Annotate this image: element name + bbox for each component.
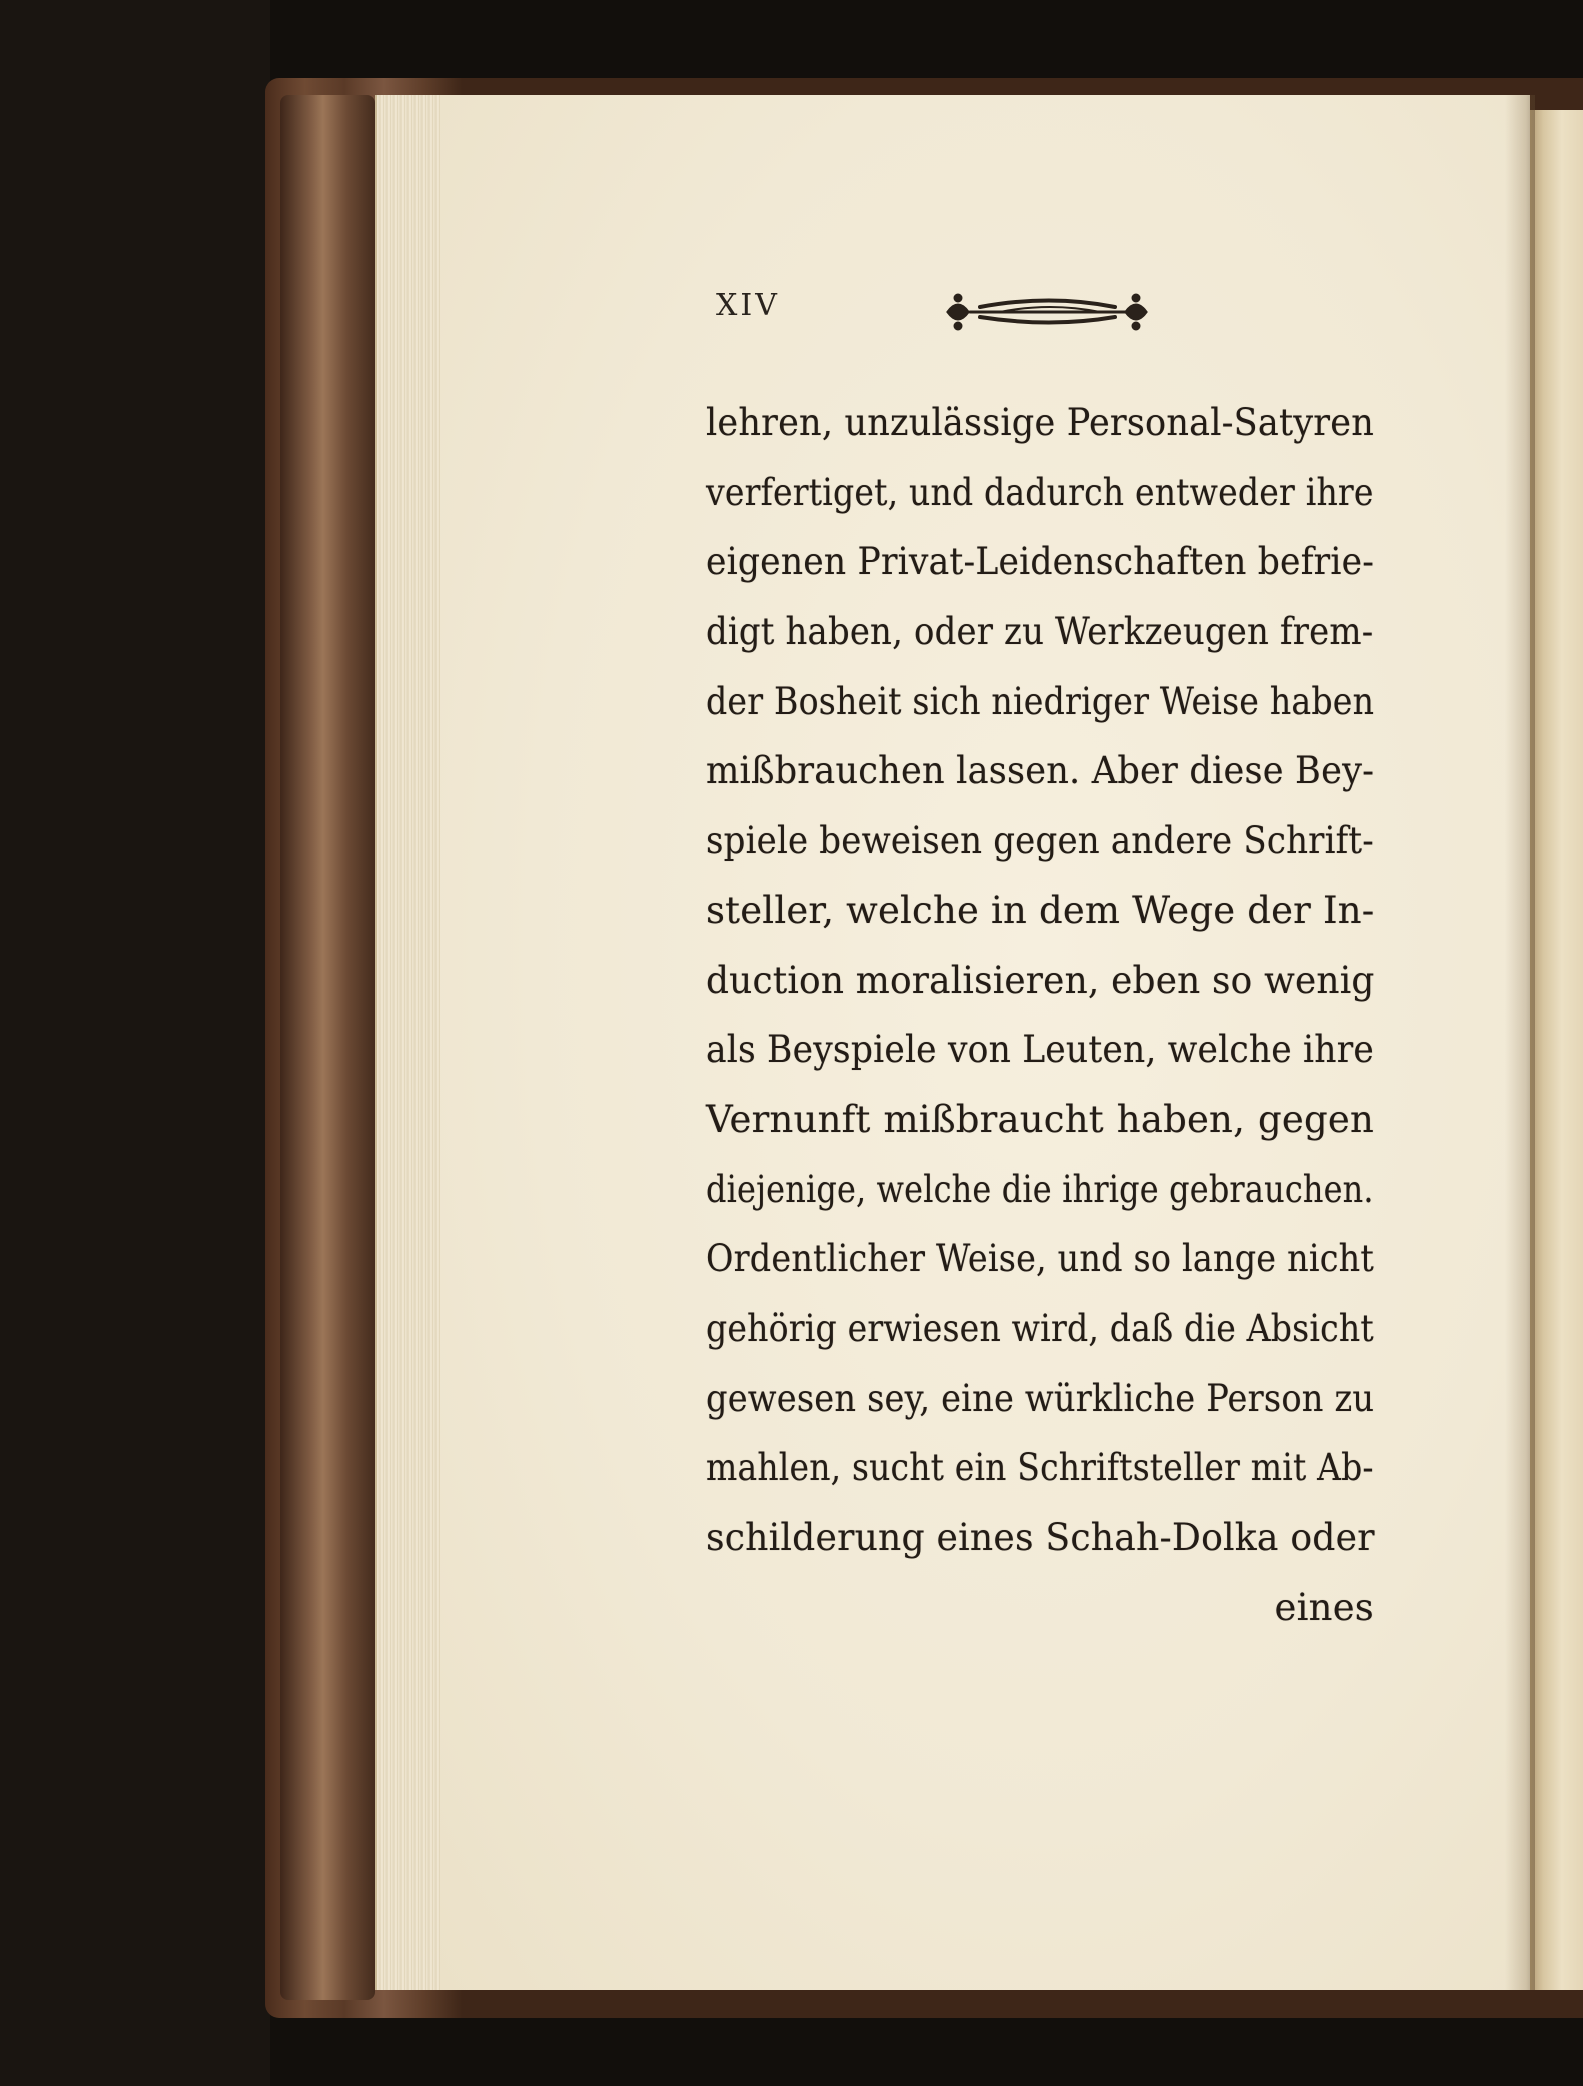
facing-page-edge: [1530, 110, 1583, 1990]
text-line: als Beyspiele von Leuten, welche ihre: [706, 1028, 1374, 1072]
page-number: XIV: [716, 288, 780, 323]
text-line: gehörig erwiesen wird, daß die Absicht: [706, 1306, 1374, 1350]
text-line: lehren, unzulässige Personal-Satyren: [706, 401, 1374, 444]
text-line: der Bosheit sich niedriger Weise haben: [706, 679, 1375, 723]
decorative-ornament-icon: [940, 288, 1155, 334]
catchword: eines: [1274, 1585, 1374, 1629]
book-spine: [280, 95, 375, 2000]
text-line: steller, welche in dem Wege der In-: [706, 888, 1375, 932]
text-line: digt haben, oder zu Werkzeugen frem-: [706, 610, 1374, 654]
text-line: duction moralisieren, eben so wenig: [706, 958, 1375, 1002]
page-gutter-shadow: [1505, 95, 1535, 1990]
text-line: mahlen, sucht ein Schriftsteller mit Ab-: [706, 1446, 1374, 1490]
text-line: Vernunft mißbraucht haben, gegen: [706, 1097, 1374, 1141]
text-line: schilderung eines Schah-Dolka oder: [706, 1516, 1375, 1559]
text-line: spiele beweisen gegen andere Schrift-: [706, 819, 1374, 863]
text-line: gewesen sey, eine würkliche Person zu: [706, 1376, 1375, 1420]
main-text-block: [706, 388, 1374, 1642]
text-line: verfertiget, und dadurch entweder ihre: [706, 470, 1374, 514]
text-line: mißbrauchen lassen. Aber diese Bey-: [706, 749, 1375, 793]
text-line: Ordentlicher Weise, und so lange nicht: [706, 1237, 1374, 1281]
text-line: eigenen Privat-Leidenschaften befrie-: [706, 540, 1375, 584]
text-line: diejenige, welche die ihrige gebrauchen.: [706, 1167, 1374, 1211]
dark-background: [0, 0, 270, 2086]
page-stack-edges: [375, 95, 442, 1990]
